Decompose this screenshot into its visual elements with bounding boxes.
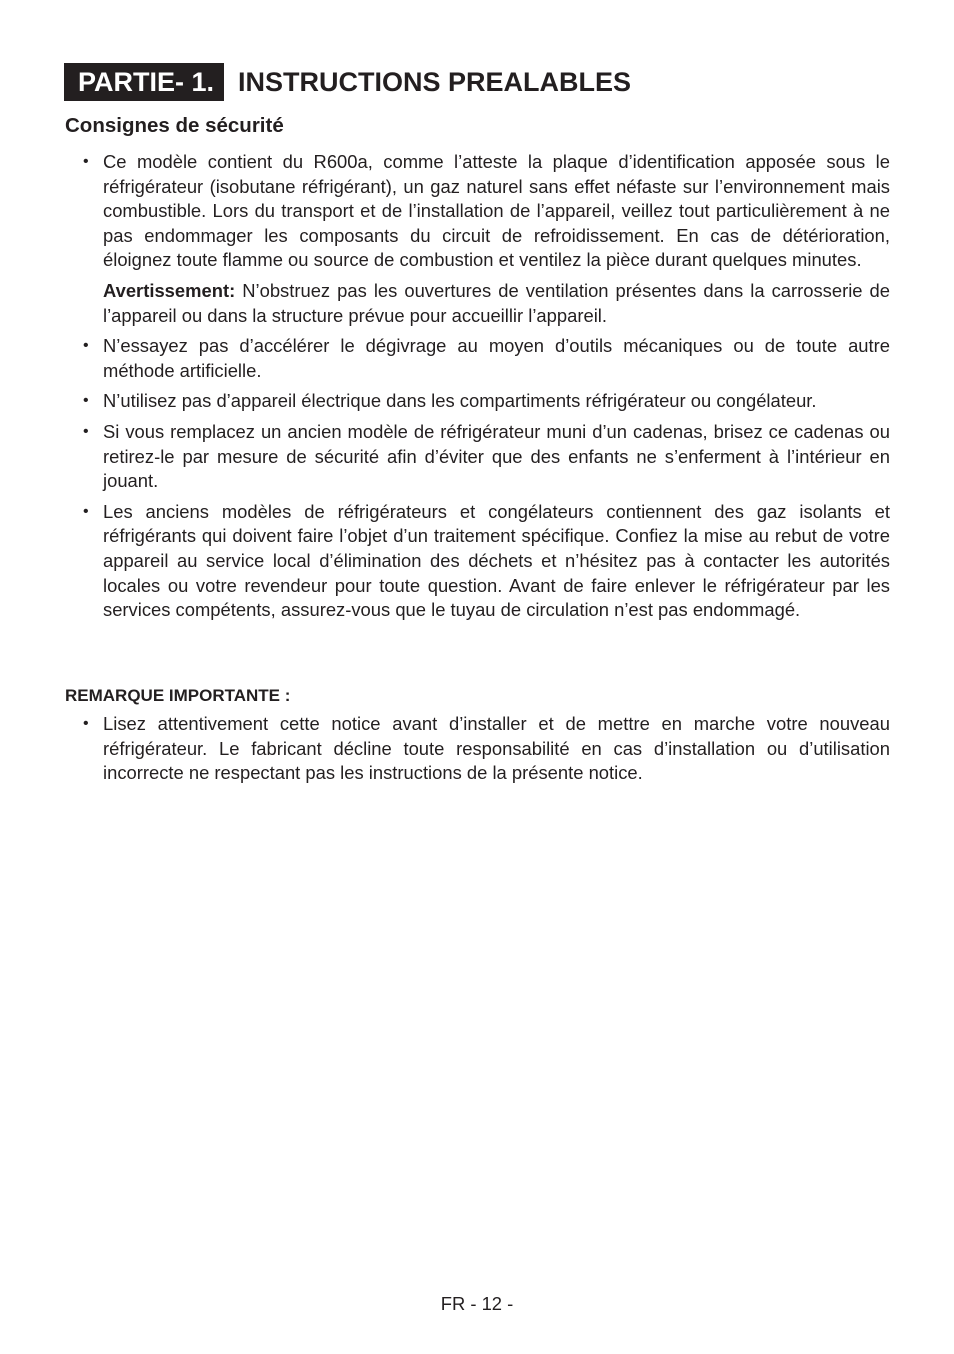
list-item <box>80 420 890 494</box>
part-label: PARTIE- 1. <box>64 63 224 101</box>
safety-instructions <box>80 150 890 629</box>
section-title: Consignes de sécurité <box>65 114 284 137</box>
bullet-icon: • <box>83 715 89 732</box>
bullet-icon: • <box>83 502 89 520</box>
list-item <box>80 389 890 414</box>
list-item <box>80 150 890 328</box>
warning-note <box>103 279 890 328</box>
bullet-icon: • <box>83 153 89 170</box>
list-item-text: Si vous remplacez un ancien modèle de réfrigérateur muni d’un cadenas, brisez ce cadenas ou retirez-le par mesure de sécurité afin d’éviter que des enfants ne s’enferment à l’intérieur en jouant. <box>103 420 890 492</box>
bullet-icon: • <box>83 337 89 355</box>
list-item <box>80 500 890 623</box>
safety-bullet-list <box>80 150 890 623</box>
list-item-text: Ce modèle contient du R600a, comme l’atteste la plaque d’identification apposée sous le réfrigérateur (isobutane réfrigérant), un gaz naturel sans effet néfaste sur l’environnement mais combustible. Lors du transport et de l’installation de l’appareil, veillez tout particulièrement à ne pas endommager les composants du circuit de refroidissement. En cas de détérioration, éloignez toute flamme ou source de combustion et ventilez la pièce durant quelques minutes. <box>103 151 890 271</box>
list-item-text: N’essayez pas d’accélérer le dégivrage au moyen d’outils mécaniques ou de toute autre méthode artificielle. <box>103 335 890 381</box>
list-item <box>80 712 890 786</box>
part-header <box>64 63 631 101</box>
page-number: FR - 12 - <box>440 1293 514 1314</box>
remark-title: REMARQUE IMPORTANTE : <box>65 686 291 705</box>
warning-label: Avertissement: <box>103 279 236 301</box>
list-item-text: Les anciens modèles de réfrigérateurs et congélateurs contiennent des gaz isolants et réfrigérants qui doivent faire l’objet d’un traitement spécifique. Confiez la mise au rebut de votre appareil au service local d’élimination des déchets et n’hésitez pas à contacter les autorités locales ou votre revendeur pour toute question. Avant de faire enlever le réfrigérateur par les services compétents, assurez-vous que le tuyau de circulation n’est pas endommagé. <box>103 500 890 621</box>
list-item <box>80 334 890 383</box>
bullet-icon: • <box>83 422 89 440</box>
remark-content <box>80 712 890 792</box>
list-item-text: N’utilisez pas d’appareil électrique dans les compartiments réfrigérateur ou congélateur. <box>103 390 817 412</box>
warning-text: N’obstruez pas les ouvertures de ventilation présentes dans la carrosserie de l’appareil ou dans la structure prévue pour accueillir l’appareil. <box>103 279 890 326</box>
remark-bullet-list <box>80 712 890 786</box>
part-title: INSTRUCTIONS PREALABLES <box>238 67 632 97</box>
bullet-icon: • <box>83 392 89 410</box>
list-item-text: Lisez attentivement cette notice avant d’installer et de mettre en marche votre nouveau réfrigérateur. Le fabricant décline toute responsabilité en cas d’installation ou d’utilisation incorrecte ne respectant pas les instructions de la présente notice. <box>103 713 890 784</box>
